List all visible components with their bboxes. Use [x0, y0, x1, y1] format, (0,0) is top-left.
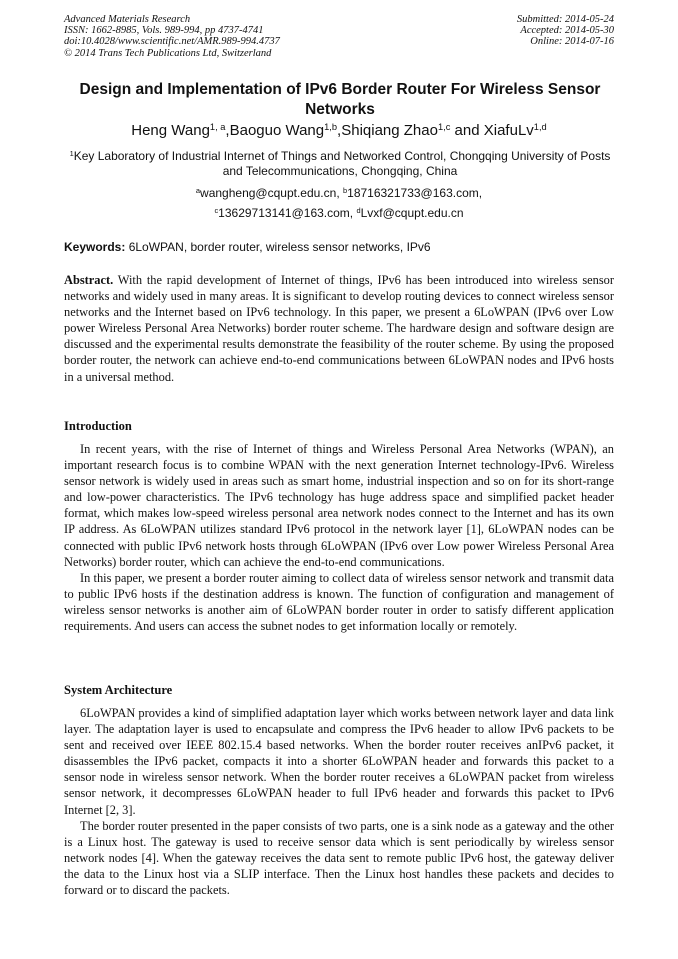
introduction-body: [64, 441, 614, 634]
submitted-date: Submitted: 2014-05-24: [516, 14, 614, 25]
journal-info: [64, 14, 280, 59]
author-list: Heng Wang$^{1, a}$,Baoguo Wang$^{1,b}$,Shiqiang Zhao$^{1,c}$ and XiafuLv$^{1,d}$: [131, 121, 547, 139]
author-name: Baoguo Wang: [229, 122, 325, 139]
section-heading-introduction: Introduction: [64, 419, 132, 433]
author-name: Shiqiang Zhao: [341, 122, 438, 139]
email-mark: b: [343, 185, 348, 195]
paragraph: In this paper, we present a border router aiming to collect data of wireless sensor network and transmit data to public IPv6 hosts if the destination address is known. The function of configuration and management of wireless sensor networks is another aim of 6LoWPAN border router in order to satisfy different application requirements. And users can access the subnet nodes to get information locally or remotely.: [64, 570, 614, 634]
author-conjunction: and: [454, 122, 480, 139]
email-address: 13629713141@163.com: [218, 206, 350, 220]
abstract-text: With the rapid development of Internet of things, IPv6 has been introduced into wireless sensor networks and widely used in many areas. It is significant to develop routing devices to connect wireless sensor networks and the Internet based on IPv6 technology. In this paper, we present a 6LoWPAN (IPv6 over Low power Wireless Personal Area Networks) border router scheme. The hardware design and software design are discussed and the experimental results demonstrate the feasibility of the router scheme. By using the proposed border router, the network can achieve end-to-end communications between 6LoWPAN nodes and IPv6 hosts in a universal method.: [64, 273, 615, 384]
journal-copyright: © 2014 Trans Tech Publications Ltd, Switzerland: [64, 47, 272, 59]
abstract: [64, 272, 614, 385]
system-architecture-body: [64, 705, 614, 898]
keywords-text: 6LoWPAN, border router, wireless sensor networks, IPv6: [128, 240, 431, 254]
author-name: XiafuLv: [483, 122, 534, 139]
email-address: Lvxf@cqupt.edu.cn: [360, 206, 464, 220]
paper-title: Design and Implementation of IPv6 Border Router For Wireless Sensor Networks: [79, 81, 601, 118]
paragraph: The border router presented in the paper consists of two parts, one is a sink node as a gateway and the other is a Linux host. The gateway is used to receive sensor data which is sent periodically by wireless sensor network nodes [4]. When the gateway receives the data sent to remote public IPv6 host, the gateway deliver the data to the Linux host via a SLIP interface. Then the Linux host handles these packets and decides to forward or to discard the packets.: [64, 818, 614, 898]
affiliation-text: Key Laboratory of Industrial Internet of Things and Networked Control, Chongqing University of Posts and Telecommunications, Chongqing, China: [73, 149, 611, 178]
keywords-label: Keywords:: [64, 240, 126, 254]
journal-doi: doi:10.4028/www.scientific.net/AMR.989-994.4737: [64, 36, 280, 48]
paragraph: In recent years, with the rise of Internet of things and Wireless Personal Area Networks (WPAN), an important research focus is to combine WPAN with the next generation Internet technology-IPv6. Wireless sensor network is widely used in areas such as smart home, industrial inspection and so on for its short-range and low-power characteristics. The IPv6 technology has huge address space and simplified packet header format, which makes low-speed wireless personal area network nodes connect to the Internet and has its own IP address. As 6LoWPAN utilizes standard IPv6 protocol in the network layer [1], 6LoWPAN nodes can be connected with public IPv6 network hosts through 6LoWPAN (IPv6 over Low power Wireless Personal Area Networks) border router, which can achieve the end-to-end communications.: [64, 442, 614, 569]
abstract-label: Abstract.: [64, 273, 114, 287]
journal-name: Advanced Materials Research: [64, 14, 191, 25]
author-affiliation-mark: 1,d: [533, 121, 547, 132]
accepted-date: Accepted: 2014-05-30: [520, 25, 614, 37]
publication-dates: [517, 14, 614, 48]
journal-issn: ISSN: 1662-8985, Vols. 989-994, pp 4737-4741: [64, 25, 264, 37]
paragraph: 6LoWPAN provides a kind of simplified adaptation layer which works between network layer and data link layer. The adaptation layer is used to encapsulate and compress the IPv6 header to allow IPv6 packets to be sent and received over IEEE 802.15.4 based networks. When the border router receives anIPv6 packet, it disassembles the IPv6 packet, compacts it into a shorter 6LoWPAN header and forwards this packet to a sensor node in wireless sensor network. When the border router receives a 6LoWPAN packet from wireless sensor network, it decompresses 6LoWPAN header to full IPv6 header and forwards this packet to IPv6 Internet [2, 3].: [64, 706, 614, 817]
email-mark: d: [356, 205, 361, 215]
author-affiliation-mark: 1, a: [209, 121, 226, 132]
online-date: Online: 2014-07-16: [530, 36, 614, 48]
author-name: Heng Wang: [131, 122, 210, 139]
email-address: wangheng@cqupt.edu.cn: [200, 186, 337, 200]
email-address: 18716321733@163.com: [347, 186, 479, 200]
author-affiliation-mark: 1,c: [437, 121, 451, 132]
keywords: [64, 240, 624, 254]
email-line: $^a$wangheng@cqupt.edu.cn, $^b$18716321733@163.com,: [195, 185, 483, 200]
affiliation: [60, 149, 620, 179]
affiliation-mark: 1: [69, 148, 74, 158]
email-mark: c: [214, 205, 219, 215]
email-mark: a: [195, 185, 201, 195]
email-line: $^c$13629713141@163.com, $^d$Lvxf@cqupt.edu.cn: [214, 205, 464, 220]
author-affiliation-mark: 1,b: [324, 121, 338, 132]
section-heading-system-architecture: System Architecture: [64, 683, 173, 697]
